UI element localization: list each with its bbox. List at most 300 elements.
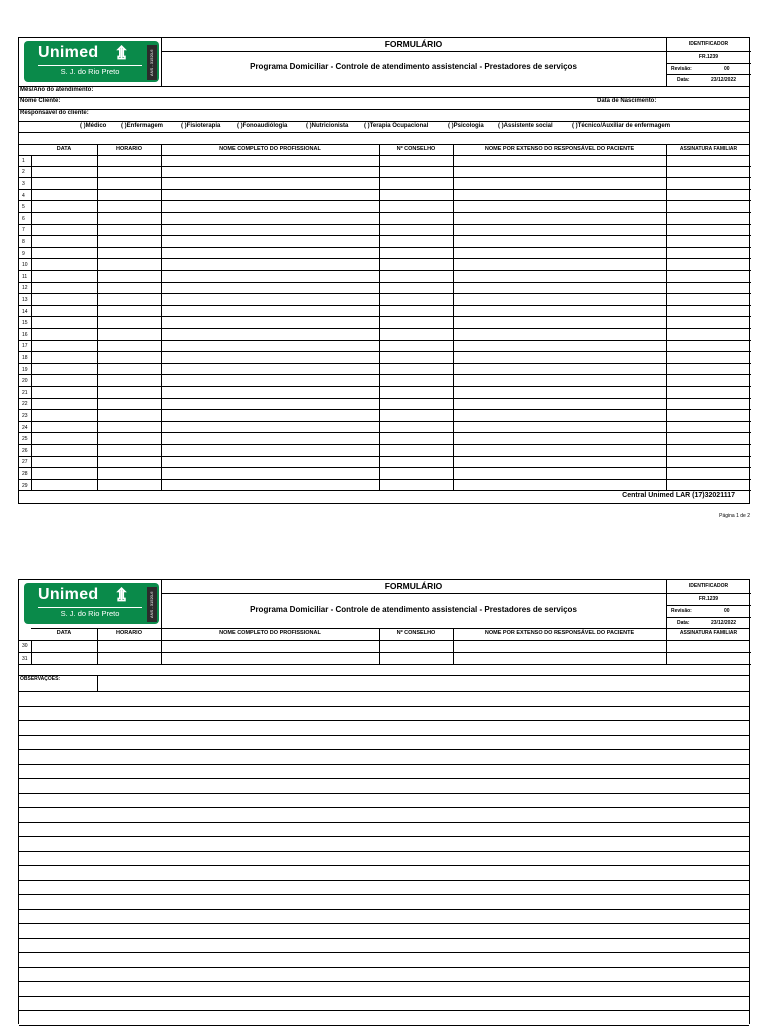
row-number: 9 (22, 250, 25, 257)
month-year-field[interactable]: Mês/Ano do atendimento: (20, 87, 94, 93)
observation-line (19, 691, 749, 692)
table-cell-date[interactable] (31, 236, 97, 248)
table-cell-time[interactable] (97, 457, 161, 469)
table-cell-date[interactable] (31, 433, 97, 445)
table-cell-council-number[interactable] (379, 375, 453, 387)
observation-line (19, 735, 749, 736)
table-cell-date[interactable] (31, 155, 97, 167)
table-cell-family-signature[interactable] (666, 640, 751, 653)
table-cell-responsible-name[interactable] (453, 640, 666, 653)
table-cell-responsible-name[interactable] (453, 375, 666, 387)
table-row (19, 155, 751, 167)
table-cell-family-signature[interactable] (666, 422, 751, 434)
table-cell-responsible-name[interactable] (453, 317, 666, 329)
divider (31, 628, 749, 629)
table-cell-date[interactable] (31, 317, 97, 329)
table-cell-time[interactable] (97, 201, 161, 213)
table-cell-time[interactable] (97, 352, 161, 364)
table-row (19, 259, 751, 271)
table-cell-date[interactable] (31, 294, 97, 306)
table-cell-council-number[interactable] (379, 317, 453, 329)
table-cell-responsible-name[interactable] (453, 271, 666, 283)
table-row (19, 640, 751, 653)
unimed-logo (24, 41, 159, 82)
table-cell-date[interactable] (31, 341, 97, 353)
table-cell-time[interactable] (97, 248, 161, 260)
table-cell-council-number[interactable] (379, 329, 453, 341)
table-cell-date[interactable] (31, 445, 97, 457)
table-cell-date[interactable] (31, 225, 97, 237)
table-cell-council-number[interactable] (379, 433, 453, 445)
table-cell-professional-name[interactable] (161, 201, 379, 213)
table-cell-family-signature[interactable] (666, 201, 751, 213)
form-title: Programa Domiciliar - Controle de atendimento assistencial - Prestadores de serviços (250, 605, 577, 614)
table-cell-professional-name[interactable] (161, 283, 379, 295)
table-cell-time[interactable] (97, 387, 161, 399)
table-cell-council-number[interactable] (379, 259, 453, 271)
logo-symbol-icon: ⇭ (114, 43, 130, 63)
table-row (19, 422, 751, 434)
table-cell-professional-name[interactable] (161, 640, 379, 653)
table-cell-responsible-name[interactable] (453, 236, 666, 248)
form-label: FORMULÁRIO (384, 39, 443, 49)
table-cell-family-signature[interactable] (666, 225, 751, 237)
table-cell-date[interactable] (31, 190, 97, 202)
table-cell-time[interactable] (97, 190, 161, 202)
table-cell-responsible-name[interactable] (453, 294, 666, 306)
table-cell-family-signature[interactable] (666, 387, 751, 399)
table-cell-responsible-name[interactable] (453, 410, 666, 422)
table-cell-date[interactable] (31, 410, 97, 422)
logo-symbol-icon: ⇭ (114, 585, 130, 605)
table-cell-family-signature[interactable] (666, 248, 751, 260)
table-row (19, 306, 751, 318)
table-cell-responsible-name[interactable] (453, 457, 666, 469)
column-header-date: DATA (56, 630, 72, 636)
profession-tecnico-enfermagem[interactable]: ( )Técnico/Auxiliar de enfermagem (572, 123, 671, 129)
table-row (19, 294, 751, 306)
row-number: 7 (22, 227, 25, 234)
table-cell-date[interactable] (31, 387, 97, 399)
form-page-2 (18, 579, 750, 1024)
form-title: Programa Domiciliar - Controle de atendimento assistencial - Prestadores de serviços (250, 62, 577, 71)
table-cell-professional-name[interactable] (161, 653, 379, 666)
table-cell-council-number[interactable] (379, 167, 453, 179)
table-cell-professional-name[interactable] (161, 259, 379, 271)
logo-brand: Unimed (38, 44, 99, 61)
table-cell-time[interactable] (97, 364, 161, 376)
table-cell-date[interactable] (31, 457, 97, 469)
table-cell-council-number[interactable] (379, 364, 453, 376)
table-cell-professional-name[interactable] (161, 399, 379, 411)
table-cell-time[interactable] (97, 167, 161, 179)
responsible-field[interactable]: Responsável do cliente: (20, 110, 89, 116)
table-cell-date[interactable] (31, 375, 97, 387)
table-cell-time[interactable] (97, 306, 161, 318)
table-cell-date[interactable] (31, 271, 97, 283)
profession-fisioterapia[interactable]: ( )Fisioterapia (181, 123, 221, 129)
table-cell-council-number[interactable] (379, 155, 453, 167)
table-cell-council-number[interactable] (379, 190, 453, 202)
observation-line (19, 720, 749, 721)
column-header-professional-name: NOME COMPLETO DO PROFISSIONAL (219, 146, 321, 152)
table-row (19, 445, 751, 457)
table-cell-date[interactable] (31, 178, 97, 190)
table-cell-time[interactable] (97, 178, 161, 190)
table-cell-professional-name[interactable] (161, 480, 379, 492)
table-cell-responsible-name[interactable] (453, 387, 666, 399)
row-number: 31 (22, 655, 28, 662)
birth-date-field[interactable]: Data de Nascimento: (597, 98, 657, 104)
table-cell-date[interactable] (31, 422, 97, 434)
table-cell-time[interactable] (97, 329, 161, 341)
profession-medico[interactable]: ( )Médico (80, 123, 107, 129)
table-cell-date[interactable] (31, 306, 97, 318)
table-cell-family-signature[interactable] (666, 190, 751, 202)
table-cell-professional-name[interactable] (161, 317, 379, 329)
observations-label: OBSERVAÇÕES: (20, 676, 61, 682)
row-number: 2 (22, 169, 25, 176)
table-cell-responsible-name[interactable] (453, 248, 666, 260)
table-cell-professional-name[interactable] (161, 387, 379, 399)
table-cell-family-signature[interactable] (666, 259, 751, 271)
table-cell-date[interactable] (31, 283, 97, 295)
observation-line (19, 793, 749, 794)
row-number: 24 (22, 424, 28, 431)
row-number: 25 (22, 436, 28, 443)
logo-brand: Unimed (38, 586, 99, 603)
column-divider (97, 640, 98, 665)
table-cell-family-signature[interactable] (666, 155, 751, 167)
table-cell-responsible-name[interactable] (453, 283, 666, 295)
table-cell-time[interactable] (97, 294, 161, 306)
table-cell-council-number[interactable] (379, 178, 453, 190)
table-cell-responsible-name[interactable] (453, 167, 666, 179)
table-cell-responsible-name[interactable] (453, 178, 666, 190)
row-number: 15 (22, 320, 28, 327)
table-cell-council-number[interactable] (379, 236, 453, 248)
table-cell-professional-name[interactable] (161, 329, 379, 341)
table-cell-responsible-name[interactable] (453, 653, 666, 666)
table-cell-council-number[interactable] (379, 248, 453, 260)
table-row (19, 225, 751, 237)
table-cell-council-number[interactable] (379, 294, 453, 306)
table-row (19, 236, 751, 248)
table-cell-family-signature[interactable] (666, 317, 751, 329)
table-cell-date[interactable] (31, 352, 97, 364)
table-cell-family-signature[interactable] (666, 375, 751, 387)
table-cell-professional-name[interactable] (161, 445, 379, 457)
table-cell-date[interactable] (31, 167, 97, 179)
table-cell-family-signature[interactable] (666, 457, 751, 469)
table-cell-time[interactable] (97, 271, 161, 283)
date-label: Data: (677, 620, 690, 626)
table-cell-responsible-name[interactable] (453, 364, 666, 376)
table-row (19, 271, 751, 283)
table-cell-professional-name[interactable] (161, 422, 379, 434)
table-cell-responsible-name[interactable] (453, 399, 666, 411)
table-cell-professional-name[interactable] (161, 294, 379, 306)
column-header-responsible-name: NOME POR EXTENSO DO RESPONSÁVEL DO PACIENTE (484, 630, 635, 636)
table-cell-date[interactable] (31, 399, 97, 411)
observation-line (19, 749, 749, 750)
profession-assistente-social[interactable]: ( )Assistente social (498, 123, 553, 129)
table-cell-family-signature[interactable] (666, 480, 751, 492)
table-cell-council-number[interactable] (379, 283, 453, 295)
table-cell-time[interactable] (97, 653, 161, 666)
table-cell-professional-name[interactable] (161, 178, 379, 190)
logo-ans-tag: ANS - 31520-6 (147, 45, 157, 80)
table-cell-family-signature[interactable] (666, 653, 751, 666)
revision-label: Revisão: (671, 608, 692, 614)
observation-line (19, 1010, 749, 1011)
table-cell-time[interactable] (97, 317, 161, 329)
table-cell-council-number[interactable] (379, 399, 453, 411)
table-cell-family-signature[interactable] (666, 364, 751, 376)
table-cell-council-number[interactable] (379, 640, 453, 653)
column-divider (31, 155, 32, 491)
profession-nutricionista[interactable]: ( )Nutricionista (306, 123, 349, 129)
table-cell-professional-name[interactable] (161, 248, 379, 260)
table-cell-time[interactable] (97, 225, 161, 237)
column-header-professional-name: NOME COMPLETO DO PROFISSIONAL (219, 630, 321, 636)
table-cell-time[interactable] (97, 445, 161, 457)
observation-line (19, 807, 749, 808)
row-number: 13 (22, 296, 28, 303)
table-cell-professional-name[interactable] (161, 236, 379, 248)
row-number: 27 (22, 459, 28, 466)
observation-line (19, 851, 749, 852)
table-row (19, 468, 751, 480)
row-number: 6 (22, 215, 25, 222)
table-cell-time[interactable] (97, 399, 161, 411)
table-cell-responsible-name[interactable] (453, 352, 666, 364)
table-cell-time[interactable] (97, 155, 161, 167)
table-cell-family-signature[interactable] (666, 283, 751, 295)
table-cell-professional-name[interactable] (161, 190, 379, 202)
table-cell-professional-name[interactable] (161, 225, 379, 237)
client-name-field[interactable]: Nome Cliente: (20, 98, 61, 104)
table-cell-family-signature[interactable] (666, 167, 751, 179)
table-cell-date[interactable] (31, 653, 97, 666)
table-row (19, 387, 751, 399)
table-cell-council-number[interactable] (379, 480, 453, 492)
table-cell-council-number[interactable] (379, 352, 453, 364)
row-number: 19 (22, 366, 28, 373)
table-cell-professional-name[interactable] (161, 306, 379, 318)
row-number: 29 (22, 482, 28, 489)
row-number: 10 (22, 262, 28, 269)
table-cell-responsible-name[interactable] (453, 433, 666, 445)
table-row (19, 341, 751, 353)
observation-line (19, 909, 749, 910)
table-cell-responsible-name[interactable] (453, 225, 666, 237)
table-cell-family-signature[interactable] (666, 294, 751, 306)
table-cell-council-number[interactable] (379, 410, 453, 422)
table-cell-time[interactable] (97, 236, 161, 248)
table-cell-professional-name[interactable] (161, 213, 379, 225)
table-row (19, 433, 751, 445)
observation-line (19, 981, 749, 982)
table-cell-family-signature[interactable] (666, 433, 751, 445)
table-cell-council-number[interactable] (379, 225, 453, 237)
table-cell-family-signature[interactable] (666, 271, 751, 283)
observation-line (19, 1025, 749, 1026)
table-cell-date[interactable] (31, 201, 97, 213)
table-cell-family-signature[interactable] (666, 178, 751, 190)
table-cell-council-number[interactable] (379, 653, 453, 666)
column-divider (379, 155, 380, 491)
date-label: Data: (677, 77, 690, 83)
profession-enfermagem[interactable]: ( )Enfermagem (121, 123, 164, 129)
profession-psicologia[interactable]: ( )Psicologia (448, 123, 484, 129)
observation-line (19, 952, 749, 953)
observation-line (19, 822, 749, 823)
table-cell-professional-name[interactable] (161, 375, 379, 387)
row-number: 16 (22, 331, 28, 338)
identifier-value: FR.1239 (698, 54, 719, 60)
table-cell-date[interactable] (31, 480, 97, 492)
table-cell-council-number[interactable] (379, 271, 453, 283)
table-cell-responsible-name[interactable] (453, 259, 666, 271)
row-number: 30 (22, 643, 28, 650)
profession-terapia-ocupacional[interactable]: ( )Terapia Ocupacional (364, 123, 429, 129)
table-cell-responsible-name[interactable] (453, 213, 666, 225)
profession-fonoaudiologia[interactable]: ( )Fonoaudiólogia (237, 123, 288, 129)
table-row (19, 213, 751, 225)
table-cell-responsible-name[interactable] (453, 468, 666, 480)
table-row (19, 457, 751, 469)
table-cell-date[interactable] (31, 364, 97, 376)
table-cell-responsible-name[interactable] (453, 155, 666, 167)
table-cell-responsible-name[interactable] (453, 329, 666, 341)
table-cell-professional-name[interactable] (161, 468, 379, 480)
table-row (19, 329, 751, 341)
table-cell-council-number[interactable] (379, 457, 453, 469)
table-cell-family-signature[interactable] (666, 445, 751, 457)
row-number: 3 (22, 180, 25, 187)
table-cell-responsible-name[interactable] (453, 190, 666, 202)
table-cell-date[interactable] (31, 329, 97, 341)
column-divider (161, 155, 162, 491)
table-cell-professional-name[interactable] (161, 271, 379, 283)
logo-subtitle: S. J. do Rio Preto (38, 607, 142, 618)
table-cell-time[interactable] (97, 640, 161, 653)
form-label: FORMULÁRIO (384, 581, 443, 591)
table-cell-date[interactable] (31, 213, 97, 225)
table-cell-professional-name[interactable] (161, 457, 379, 469)
observation-line (19, 880, 749, 881)
table-cell-family-signature[interactable] (666, 399, 751, 411)
table-cell-responsible-name[interactable] (453, 445, 666, 457)
table-cell-council-number[interactable] (379, 201, 453, 213)
row-number: 14 (22, 308, 28, 315)
table-cell-responsible-name[interactable] (453, 480, 666, 492)
column-header-council-number: Nº CONSELHO (396, 146, 436, 152)
table-row (19, 653, 751, 666)
column-divider (666, 640, 667, 665)
table-cell-responsible-name[interactable] (453, 341, 666, 353)
unimed-logo (24, 583, 159, 624)
table-cell-family-signature[interactable] (666, 329, 751, 341)
table-row (19, 317, 751, 329)
table-row (19, 399, 751, 411)
table-cell-time[interactable] (97, 341, 161, 353)
table-cell-time[interactable] (97, 480, 161, 492)
table-cell-family-signature[interactable] (666, 468, 751, 480)
table-row (19, 201, 751, 213)
column-header-time: HORARIO (116, 630, 142, 636)
table-cell-responsible-name[interactable] (453, 306, 666, 318)
identifier-label: IDENTIFICADOR (688, 583, 729, 589)
table-cell-professional-name[interactable] (161, 341, 379, 353)
table-cell-family-signature[interactable] (666, 341, 751, 353)
table-cell-council-number[interactable] (379, 306, 453, 318)
table-cell-council-number[interactable] (379, 445, 453, 457)
table-cell-date[interactable] (31, 468, 97, 480)
table-cell-time[interactable] (97, 410, 161, 422)
table-cell-time[interactable] (97, 259, 161, 271)
column-header-date: DATA (56, 146, 72, 152)
table-cell-responsible-name[interactable] (453, 422, 666, 434)
table-row (19, 375, 751, 387)
table-cell-council-number[interactable] (379, 387, 453, 399)
table-cell-time[interactable] (97, 375, 161, 387)
table-cell-professional-name[interactable] (161, 352, 379, 364)
table-cell-professional-name[interactable] (161, 433, 379, 445)
row-number: 11 (22, 273, 28, 280)
table-cell-time[interactable] (97, 433, 161, 445)
row-number: 4 (22, 192, 25, 199)
table-cell-professional-name[interactable] (161, 364, 379, 376)
table-cell-council-number[interactable] (379, 341, 453, 353)
logo-ans-tag: ANS - 31520-6 (147, 587, 157, 622)
table-cell-responsible-name[interactable] (453, 201, 666, 213)
table-cell-date[interactable] (31, 640, 97, 653)
row-number: 26 (22, 447, 28, 454)
table-cell-family-signature[interactable] (666, 410, 751, 422)
table-cell-professional-name[interactable] (161, 155, 379, 167)
row-number: 1 (22, 157, 25, 164)
identifier-value: FR.1239 (698, 596, 719, 602)
table-cell-council-number[interactable] (379, 422, 453, 434)
table-cell-professional-name[interactable] (161, 410, 379, 422)
observation-line (19, 778, 749, 779)
table-cell-family-signature[interactable] (666, 236, 751, 248)
table-cell-time[interactable] (97, 468, 161, 480)
table-cell-time[interactable] (97, 283, 161, 295)
page-number: Página 1 de 2 (719, 513, 750, 519)
table-cell-date[interactable] (31, 259, 97, 271)
table-cell-council-number[interactable] (379, 468, 453, 480)
column-header-responsible-name: NOME POR EXTENSO DO RESPONSÁVEL DO PACIENTE (484, 146, 635, 152)
row-number: 28 (22, 470, 28, 477)
table-cell-time[interactable] (97, 422, 161, 434)
table-cell-council-number[interactable] (379, 213, 453, 225)
column-divider (97, 155, 98, 491)
table-cell-time[interactable] (97, 213, 161, 225)
date-value: 23/12/2022 (711, 77, 737, 83)
table-cell-family-signature[interactable] (666, 306, 751, 318)
table-cell-family-signature[interactable] (666, 213, 751, 225)
table-row (19, 248, 751, 260)
table-cell-date[interactable] (31, 248, 97, 260)
column-divider (379, 640, 380, 665)
table-row (19, 167, 751, 179)
table-cell-professional-name[interactable] (161, 167, 379, 179)
table-cell-family-signature[interactable] (666, 352, 751, 364)
table-row (19, 480, 751, 492)
